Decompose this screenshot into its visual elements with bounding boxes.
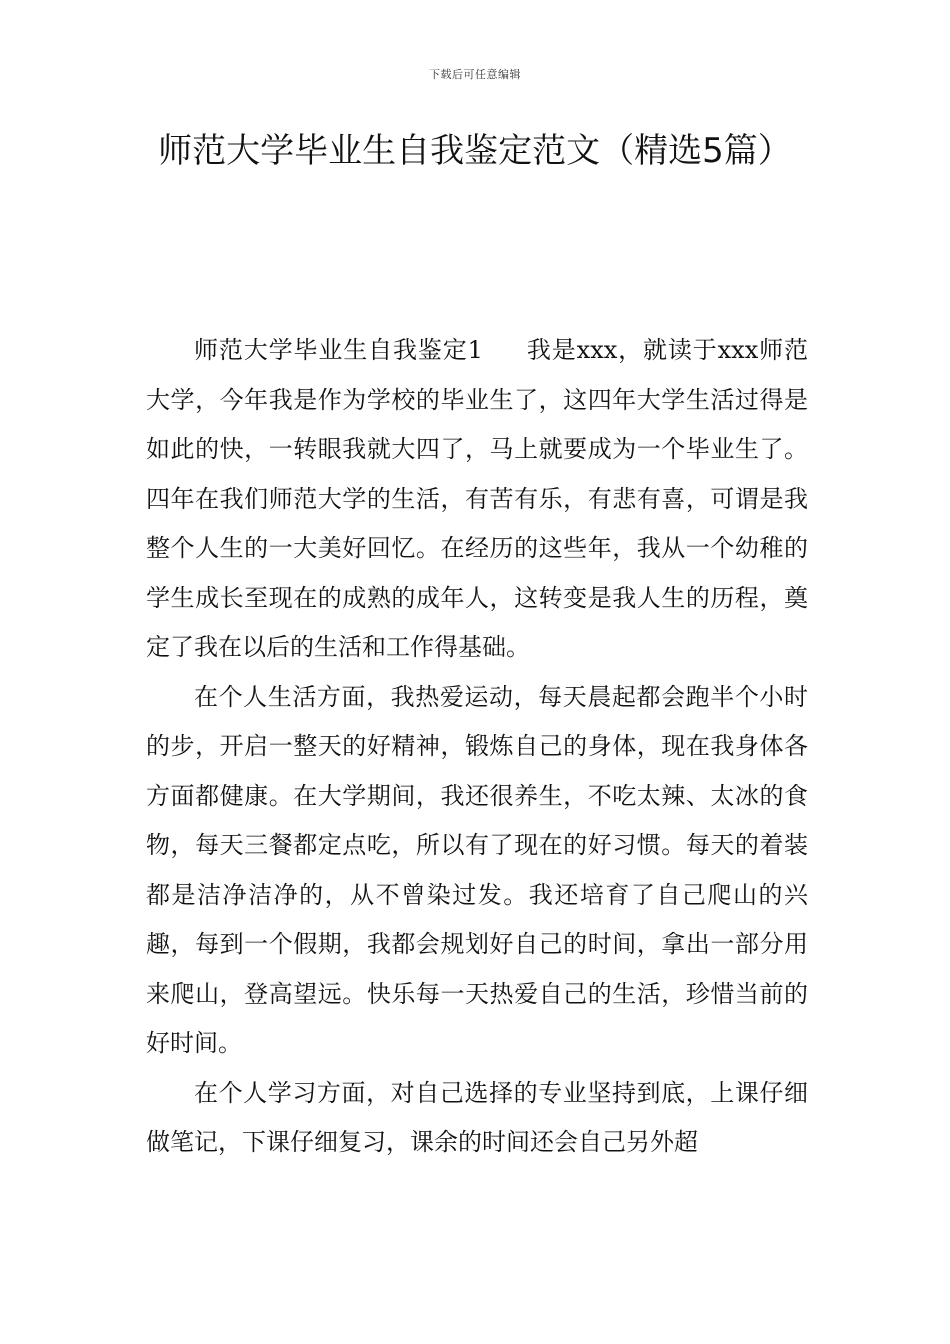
paragraph-1-text: 我是xxx，就读于xxx师范大学，今年我是作为学校的毕业生了，这四年大学生活过得是如此的快，一转眼我就大四了，马上就要成为一个毕业生了。四年在我们师范大学的生活，有苦有乐，有悲有喜，可谓是我整个人生的一大美好回忆。在经历的这些年，我从一个幼稚的学生成长至现在的成熟的成年人，这转变是我人生的历程，奠定了我在以后的生活和工作得基础。 bbox=[146, 336, 808, 661]
document-body bbox=[146, 326, 808, 1168]
page-header-note: 下载后可任意编辑 bbox=[429, 68, 521, 81]
document-title: 师范大学毕业生自我鉴定范文（精选5篇） bbox=[158, 131, 792, 171]
section-heading: 师范大学毕业生自我鉴定1 bbox=[194, 336, 483, 364]
paragraph-2: 在个人生活方面，我热爱运动，每天晨起都会跑半个小时的步，开启一整天的好精神，锻炼自己的身体，现在我身体各方面都健康。在大学期间，我还很养生，不吃太辣、太冰的食物，每天三餐都定点吃，所以有了现在的好习惯。每天的着装都是洁净洁净的，从不曾染过发。我还培育了自己爬山的兴趣，每到一个假期，我都会规划好自己的时间，拿出一部分用来爬山，登高望远。快乐每一天热爱自己的生活，珍惜当前的好时间。 bbox=[146, 682, 808, 1057]
paragraph-1 bbox=[146, 326, 808, 673]
paragraph-3: 在个人学习方面，对自己选择的专业坚持到底，上课仔细做笔记，下课仔细复习，课余的时间还会自己另外超 bbox=[146, 1078, 808, 1156]
